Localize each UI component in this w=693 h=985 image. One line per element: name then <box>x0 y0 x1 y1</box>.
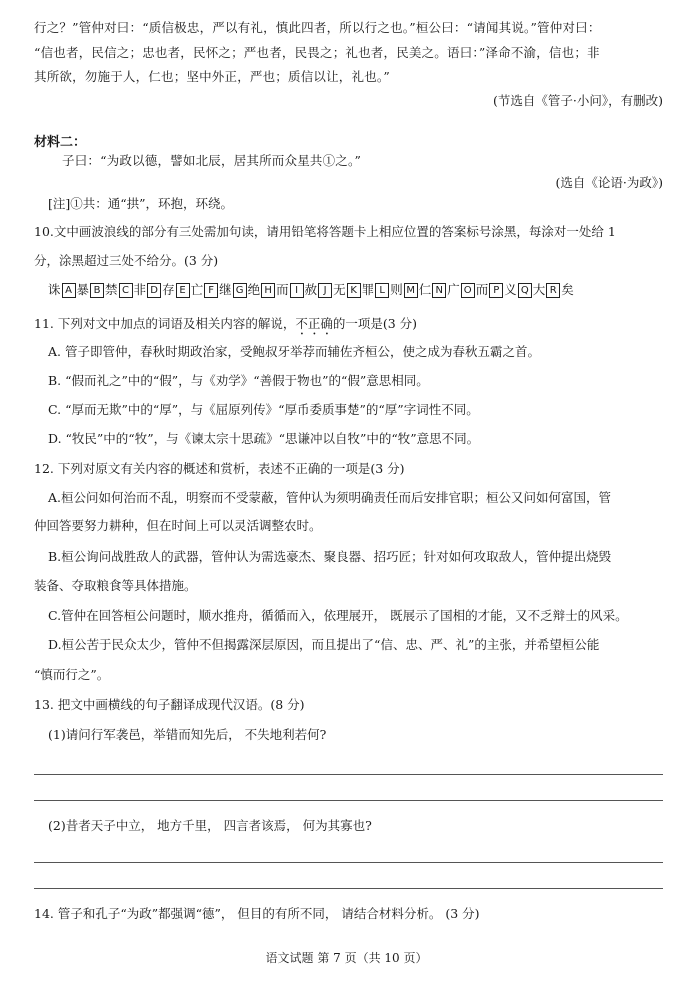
passage-line-2: “信也者，民信之；忠也者，民怀之；严也者，民畏之；礼也者，民美之。语曰：”泽命不渝，信也；非 <box>34 45 600 60</box>
material2-source: (选自《论语·为政》) <box>555 175 663 190</box>
q11-stem <box>34 316 663 338</box>
q13-stem: 13. 把文中画横线的句子翻译成现代汉语。(8 分) <box>34 697 305 712</box>
q10-char: 继 <box>219 282 232 297</box>
page-footer: 语文试题 第 7 页（共 10 页） <box>265 951 428 965</box>
q10-char: 暴 <box>76 282 90 297</box>
q10-char: 赦 <box>304 282 318 297</box>
answer-line-3 <box>34 862 663 863</box>
q14-stem: 14. 管子和孔子“为政”都强调“德”， 但目的有所不同， 请结合材料分析。 (3 分) <box>34 906 480 921</box>
q12-option-c: C.管仲在回答桓公问题时，顺水推舟，循循而入，依理展开， 既展示了国相的才能，又不乏辩士的风采。 <box>48 608 628 623</box>
q10-option-box-b: B <box>90 283 104 298</box>
q10-option-box-h: H <box>261 283 275 298</box>
material2-quote: 子曰：“为政以德，譬如北辰，居其所而众星共①之。” <box>62 153 362 168</box>
passage-line-1: 行之？”管仲对曰：“质信极忠，严以有礼，慎此四者，所以行之也。”桓公曰：“请闻其说。”管仲对曰： <box>34 20 601 35</box>
q10-char: 绝 <box>247 282 261 297</box>
q10-char: 诛 <box>48 282 61 297</box>
q10-char: 广 <box>447 282 460 297</box>
q11-stem-part-b: 的一项是(3 分) <box>332 316 418 331</box>
q10-option-box-p: P <box>489 283 503 298</box>
material2-note: [注]①共：通“拱”，环抱，环绕。 <box>48 196 234 211</box>
answer-line-4 <box>34 888 663 889</box>
q12-option-b-line-2: 装备、夺取粮食等具体措施。 <box>34 578 197 593</box>
q10-char: 非 <box>133 282 147 297</box>
q11-stem-part-a: 11. 下列对文中加点的词语及相关内容的解说， <box>34 316 296 331</box>
q10-stem-line-2: 分，涂黑超过三处不给分。(3 分) <box>34 253 219 268</box>
q10-char: 而 <box>475 282 489 297</box>
q10-char: 大 <box>532 282 546 297</box>
q10-option-box-i: I <box>290 283 304 298</box>
q10-option-box-e: E <box>176 283 190 298</box>
q11-stem-emphasis: 不正确 <box>295 316 333 331</box>
q10-char: 禁 <box>105 282 118 297</box>
q10-char: 义 <box>504 282 517 297</box>
q10-stem-line-1: 10.文中画波浪线的部分有三处需加句读，请用铅笔将答题卡上相应位置的答案标号涂黑，每涂对一处给 1 <box>34 224 616 239</box>
q10-option-box-d: D <box>147 283 161 298</box>
q13-sentence-1: (1)请问行军袭邑，举错而知先后， 不失地利若何? <box>48 727 327 742</box>
q10-option-box-c: C <box>119 283 133 298</box>
q10-char: 存 <box>162 282 175 297</box>
q12-stem: 12. 下列对原文有关内容的概述和赏析，表述不正确的一项是(3 分) <box>34 461 405 476</box>
q10-option-row <box>48 282 574 298</box>
q12-option-b-line-1: B.桓公询问战胜敌人的武器，管仲认为需选豪杰、聚良器、招巧匠；针对如何攻取敌人，管仲提出烧毁 <box>48 549 612 564</box>
q12-option-d-line-2: “慎而行之”。 <box>34 667 110 682</box>
q10-option-box-n: N <box>432 283 446 298</box>
q10-option-box-r: R <box>546 283 560 298</box>
q10-char: 无 <box>333 282 346 297</box>
answer-line-2 <box>34 800 663 801</box>
q10-option-box-o: O <box>461 283 475 298</box>
q10-option-box-j: J <box>318 283 332 298</box>
q10-char: 而 <box>276 282 289 297</box>
material2-heading: 材料二： <box>34 135 87 150</box>
q10-char: 则 <box>390 282 403 297</box>
q10-option-box-q: Q <box>518 283 532 298</box>
q11-option-d: D. “牧民”中的“牧”，与《谏太宗十思疏》“思谦冲以自牧”中的“牧”意思不同。 <box>48 431 480 446</box>
q10-option-box-l: L <box>375 283 389 298</box>
q10-char: 亡 <box>190 282 204 297</box>
q10-char: 罪 <box>361 282 375 297</box>
q10-option-box-a: A <box>62 283 76 298</box>
q13-sentence-2: (2)昔者天子中立， 地方千里， 四言者该焉， 何为其寡也? <box>48 818 372 833</box>
q12-option-d-line-1: D.桓公苦于民众太少，管仲不但揭露深层原因，而且提出了“信、忠、严、礼”的主张，并希望桓公能 <box>48 637 600 652</box>
q12-option-a-line-1: A.桓公问如何治而不乱，明察而不受蒙蔽，管仲认为须明确责任而后安排官职；桓公又问如何富国，管 <box>48 490 612 505</box>
q10-tail-char: 矣 <box>561 282 574 297</box>
q11-option-a: A. 管子即管仲，春秋时期政治家，受鲍叔牙举荐而辅佐齐桓公，使之成为春秋五霸之首。 <box>48 344 540 359</box>
q10-option-box-m: M <box>404 283 418 298</box>
passage-line-3: 其所欲，勿施于人，仁也；坚中外正，严也；质信以让，礼也。” <box>34 69 390 84</box>
q11-option-b: B. “假而礼之”中的“假”，与《劝学》“善假于物也”的“假”意思相同。 <box>48 373 429 388</box>
answer-line-1 <box>34 774 663 775</box>
q10-char: 仁 <box>418 282 432 297</box>
q12-option-a-line-2: 仲回答要努力耕种，但在时间上可以灵活调整农时。 <box>34 518 322 533</box>
q10-option-box-k: K <box>347 283 361 298</box>
passage-source: (节选自《管子·小问》，有删改) <box>493 93 663 108</box>
q10-option-box-g: G <box>233 283 247 298</box>
q11-option-c: C. “厚而无欺”中的“厚”，与《屈原列传》“厚币委质事楚”的“厚”字词性不同。 <box>48 402 479 417</box>
q10-option-box-f: F <box>204 283 218 298</box>
